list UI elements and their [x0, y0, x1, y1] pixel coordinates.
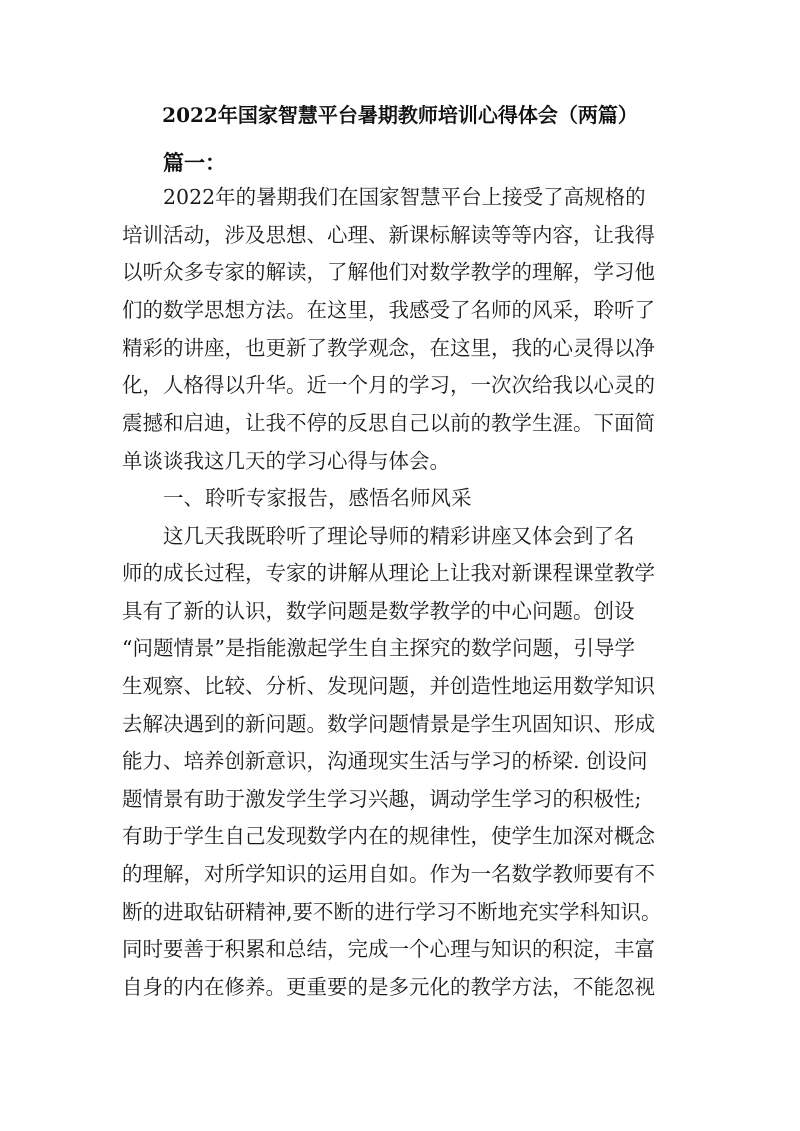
paragraph-line: 培训活动，涉及思想、心理、新课标解读等等内容，让我得 — [122, 223, 655, 247]
section-title: 聆听专家报告，感悟名师风采 — [205, 486, 472, 510]
paragraph-line: 题情景有助于激发学生学习兴趣，调动学生学习的积极性; — [122, 787, 642, 811]
paragraph-line: “问题情景”是指能激起学生自主探究的数学问题，引导学 — [122, 636, 635, 660]
paragraph-line: 师的成长过程，专家的讲解从理论上让我对新课程课堂教学 — [122, 561, 655, 585]
paragraph-line: 同时要善于积累和总结，完成一个心理与知识的积淀，丰富 — [122, 937, 655, 961]
document-title: 2022年国家智慧平台暑期教师培训心得体会（两篇） — [162, 103, 638, 127]
paragraph-line: 生观察、比较、分析、发现问题，并创造性地运用数学知识 — [122, 674, 655, 698]
part-heading: 篇一： — [163, 150, 226, 175]
paragraph-line: 震撼和启迪，让我不停的反思自己以前的教学生涯。下面简 — [122, 411, 655, 435]
paragraph-line: 有助于学生自己发现数学内在的规律性，使学生加深对概念 — [122, 824, 655, 848]
paragraph-line: 能力、培养创新意识，沟通现实生活与学习的桥梁. 创设问 — [122, 749, 648, 773]
paragraph-line: 2022年的暑期我们在国家智慧平台上接受了高规格的 — [163, 185, 646, 209]
section-number: 一、 — [163, 486, 204, 510]
paragraph-line: 精彩的讲座，也更新了教学观念，在这里，我的心灵得以净 — [122, 336, 655, 360]
paragraph-line: 化，人格得以升华。近一个月的学习，一次次给我以心灵的 — [122, 373, 655, 397]
paragraph-line: 们的数学思想方法。在这里，我感受了名师的风采，聆听了 — [122, 298, 655, 322]
paragraph-line: 以听众多专家的解读，了解他们对数学教学的理解，学习他 — [122, 260, 655, 284]
paragraph-line: 具有了新的认识，数学问题是数学教学的中心问题。创设 — [122, 599, 635, 623]
section-heading — [163, 483, 472, 513]
paragraph-line: 这几天我既聆听了理论导师的精彩讲座又体会到了名 — [163, 524, 635, 548]
paragraph-line: 的理解，对所学知识的运用自如。作为一名数学教师要有不 — [122, 862, 655, 886]
paragraph-line: 自身的内在修养。更重要的是多元化的教学方法，不能忽视 — [122, 975, 655, 999]
paragraph-line: 去解决遇到的新问题。数学问题情景是学生巩固知识、形成 — [122, 712, 655, 736]
paragraph-line: 单谈谈我这几天的学习心得与体会。 — [122, 449, 450, 473]
paragraph-line: 断的进取钻研精神,要不断的进行学习不断地充实学科知识。 — [122, 900, 662, 924]
